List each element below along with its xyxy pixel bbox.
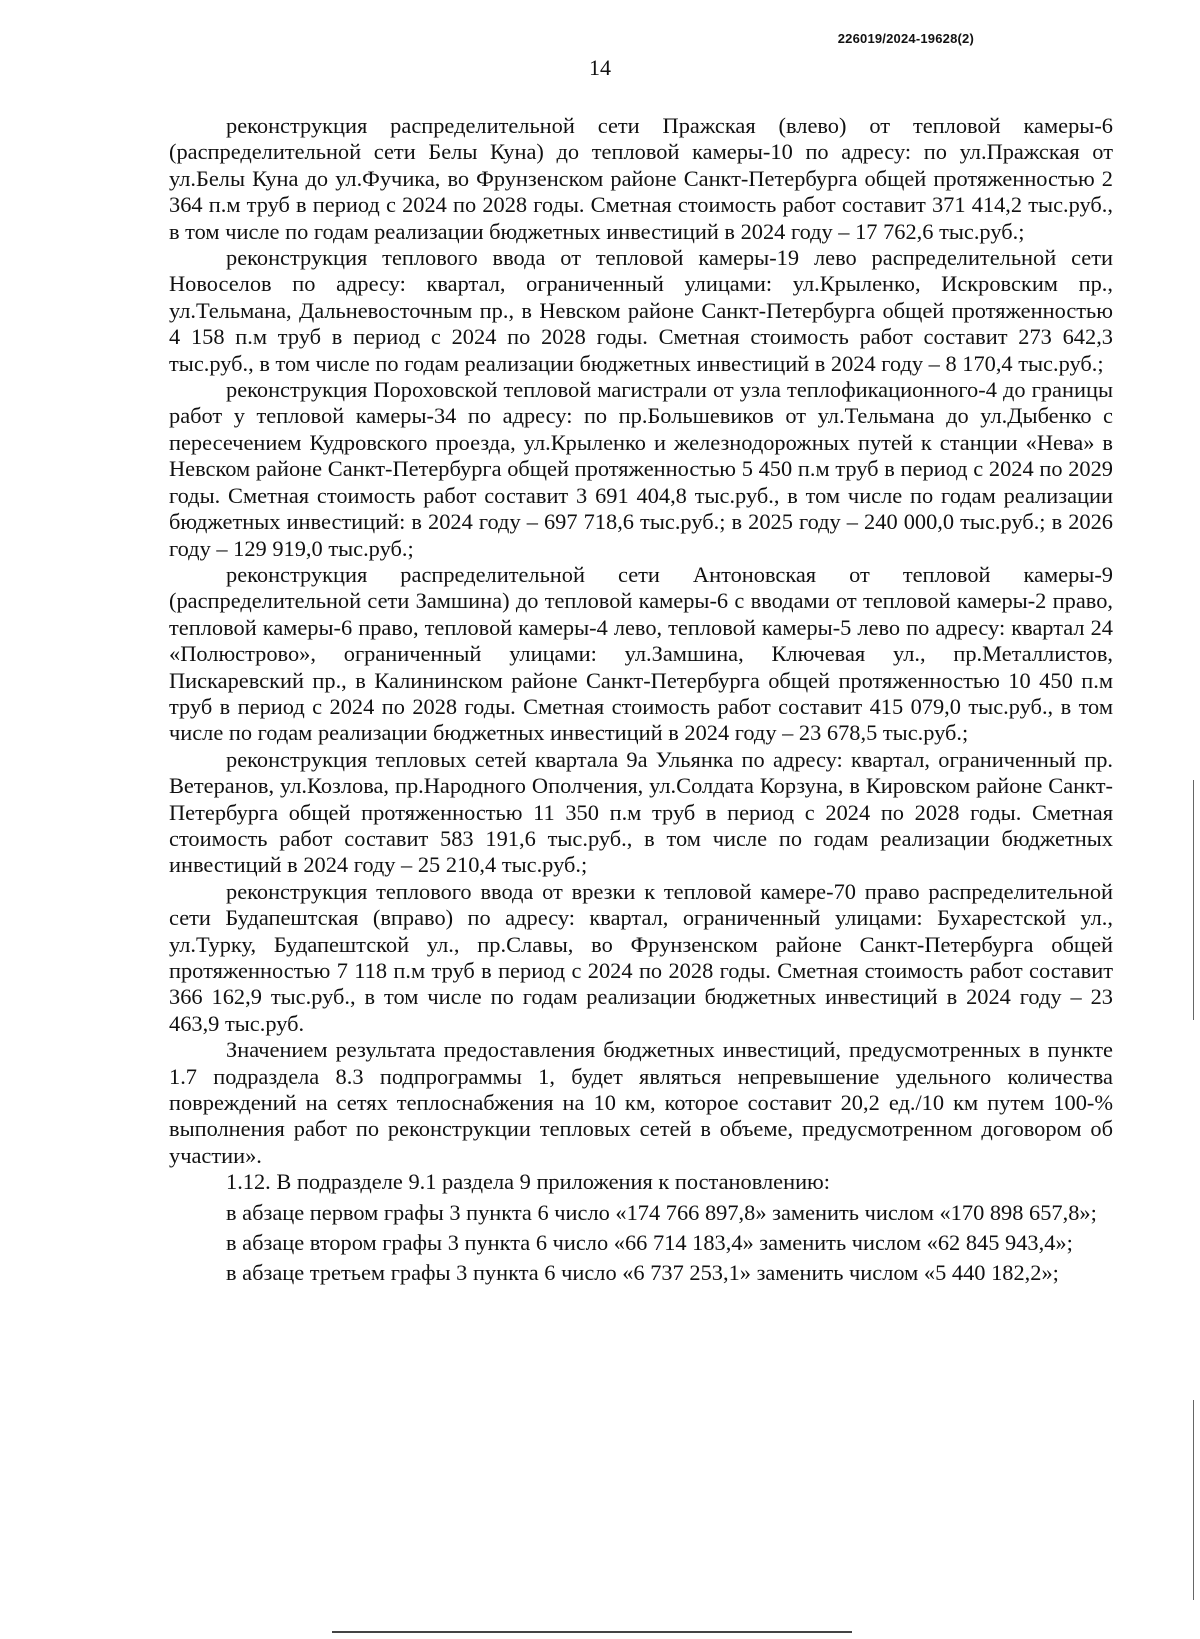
amendment-item: в абзаце втором графы 3 пункта 6 число «66 714 183,4» заменить числом «62 845 943,4»; [226,1230,1073,1256]
amendment-item: в абзаце третьем графы 3 пункта 6 число «6 737 253,1» заменить числом «5 440 182,2»; [226,1260,1059,1286]
paragraph: реконструкция распределительной сети Антоновская от тепловой камеры-9 (распределительной сети Замшина) до тепловой камеры-6 с вводами от тепловой камеры-2 право, тепловой камеры-6 право, тепловой камеры-4 лево, тепловой камеры-5 лево по адресу: квартал 24 «Полюстрово», ограниченный улицами: ул.Замшина, Ключевая ул., пр.Металлистов, Пискаревский пр., в Калининском районе Санкт-Петербурга общей протяженностью 10 450 п.м труб в период с 2024 по 2028 годы. Сметная стоимость работ составит 415 079,0 тыс.руб., в том числе по годам реализации бюджетных инвестиций в 2024 году – 23 678,5 тыс.руб.; [169,561,1113,746]
amendment-item: в абзаце первом графы 3 пункта 6 число «174 766 897,8» заменить числом «170 898 657,8»; [226,1199,1097,1225]
paragraph: реконструкция теплового ввода от тепловой камеры-19 лево распределительной сети Новоселов по адресу: квартал, ограниченный улицами: ул.Крыленко, Искровским пр., ул.Тельмана, Дальневосточным пр., в Невском районе Санкт-Петербурга общей протяженностью 4 158 п.м труб в период с 2024 по 2028 годы. Сметная стоимость работ составит 273 642,3 тыс.руб., в том числе по годам реализации бюджетных инвестиций в 2024 году – 8 170,4 тыс.руб.; [169,245,1113,376]
page-number: 14 [589,55,611,80]
scan-edge-mark [1193,780,1194,1020]
section-heading: 1.12. В подразделе 9.1 раздела 9 приложения к постановлению: [226,1169,831,1195]
paragraph: реконструкция распределительной сети Пражская (влево) от тепловой камеры-6 (распределительной сети Белы Куна) до тепловой камеры-10 по адресу: по ул.Пражская от ул.Белы Куна до ул.Фучика, во Фрунзенском районе Санкт-Петербурга общей протяженностью 2 364 п.м труб в период с 2024 по 2028 годы. Сметная стоимость работ составит 371 414,2 тыс.руб., в том числе по годам реализации бюджетных инвестиций в 2024 году – 17 762,6 тыс.руб.; [169,113,1113,244]
document-registration-number: 226019/2024-19628(2) [837,31,974,46]
paragraph: реконструкция теплового ввода от врезки к тепловой камере-70 право распределительной сети Будапештская (вправо) по адресу: квартал, ограниченный улицами: Бухарестской ул., ул.Турку, Будапештской ул., пр.Славы, во Фрунзенском районе Санкт-Петербурга общей протяженностью 7 118 п.м труб в период с 2024 по 2028 годы. Сметная стоимость работ составит 366 162,9 тыс.руб., в том числе по годам реализации бюджетных инвестиций в 2024 году – 23 463,9 тыс.руб. [169,878,1113,1036]
document-body [169,113,1113,1287]
bottom-scan-line [332,1631,852,1633]
paragraph: Значением результата предоставления бюджетных инвестиций, предусмотренных в пункте 1.7 подраздела 8.3 подпрограммы 1, будет являться непревышение удельного количества повреждений на сетях теплоснабжения на 10 км, которое составит 20,2 ед./10 км путем 100-% выполнения работ по реконструкции тепловых сетей в объеме, предусмотренном договором об участии». [169,1037,1113,1168]
scan-edge-mark [1193,1400,1194,1600]
paragraph: реконструкция тепловых сетей квартала 9а Ульянка по адресу: квартал, ограниченный пр. Ветеранов, ул.Козлова, пр.Народного Ополчения, ул.Солдата Корзуна, в Кировском районе Санкт-Петербурга общей протяженностью 11 350 п.м труб в период с 2024 по 2028 годы. Сметная стоимость работ составит 583 191,6 тыс.руб., в том числе по годам реализации бюджетных инвестиций в 2024 году – 25 210,4 тыс.руб.; [169,746,1113,878]
paragraph: реконструкция Пороховской тепловой магистрали от узла теплофикационного-4 до границы работ у тепловой камеры-34 по адресу: по пр.Большевиков от ул.Тельмана до ул.Дыбенко с пересечением Кудровского проезда, ул.Крыленко и железнодорожных путей к станции «Нева» в Невском районе Санкт-Петербурга общей протяженностью 5 450 п.м труб в период с 2024 по 2029 годы. Сметная стоимость работ составит 3 691 404,8 тыс.руб., в том числе по годам реализации бюджетных инвестиций: в 2024 году – 697 718,6 тыс.руб.; в 2025 году – 240 000,0 тыс.руб.; в 2026 году – 129 919,0 тыс.руб.; [169,377,1113,561]
